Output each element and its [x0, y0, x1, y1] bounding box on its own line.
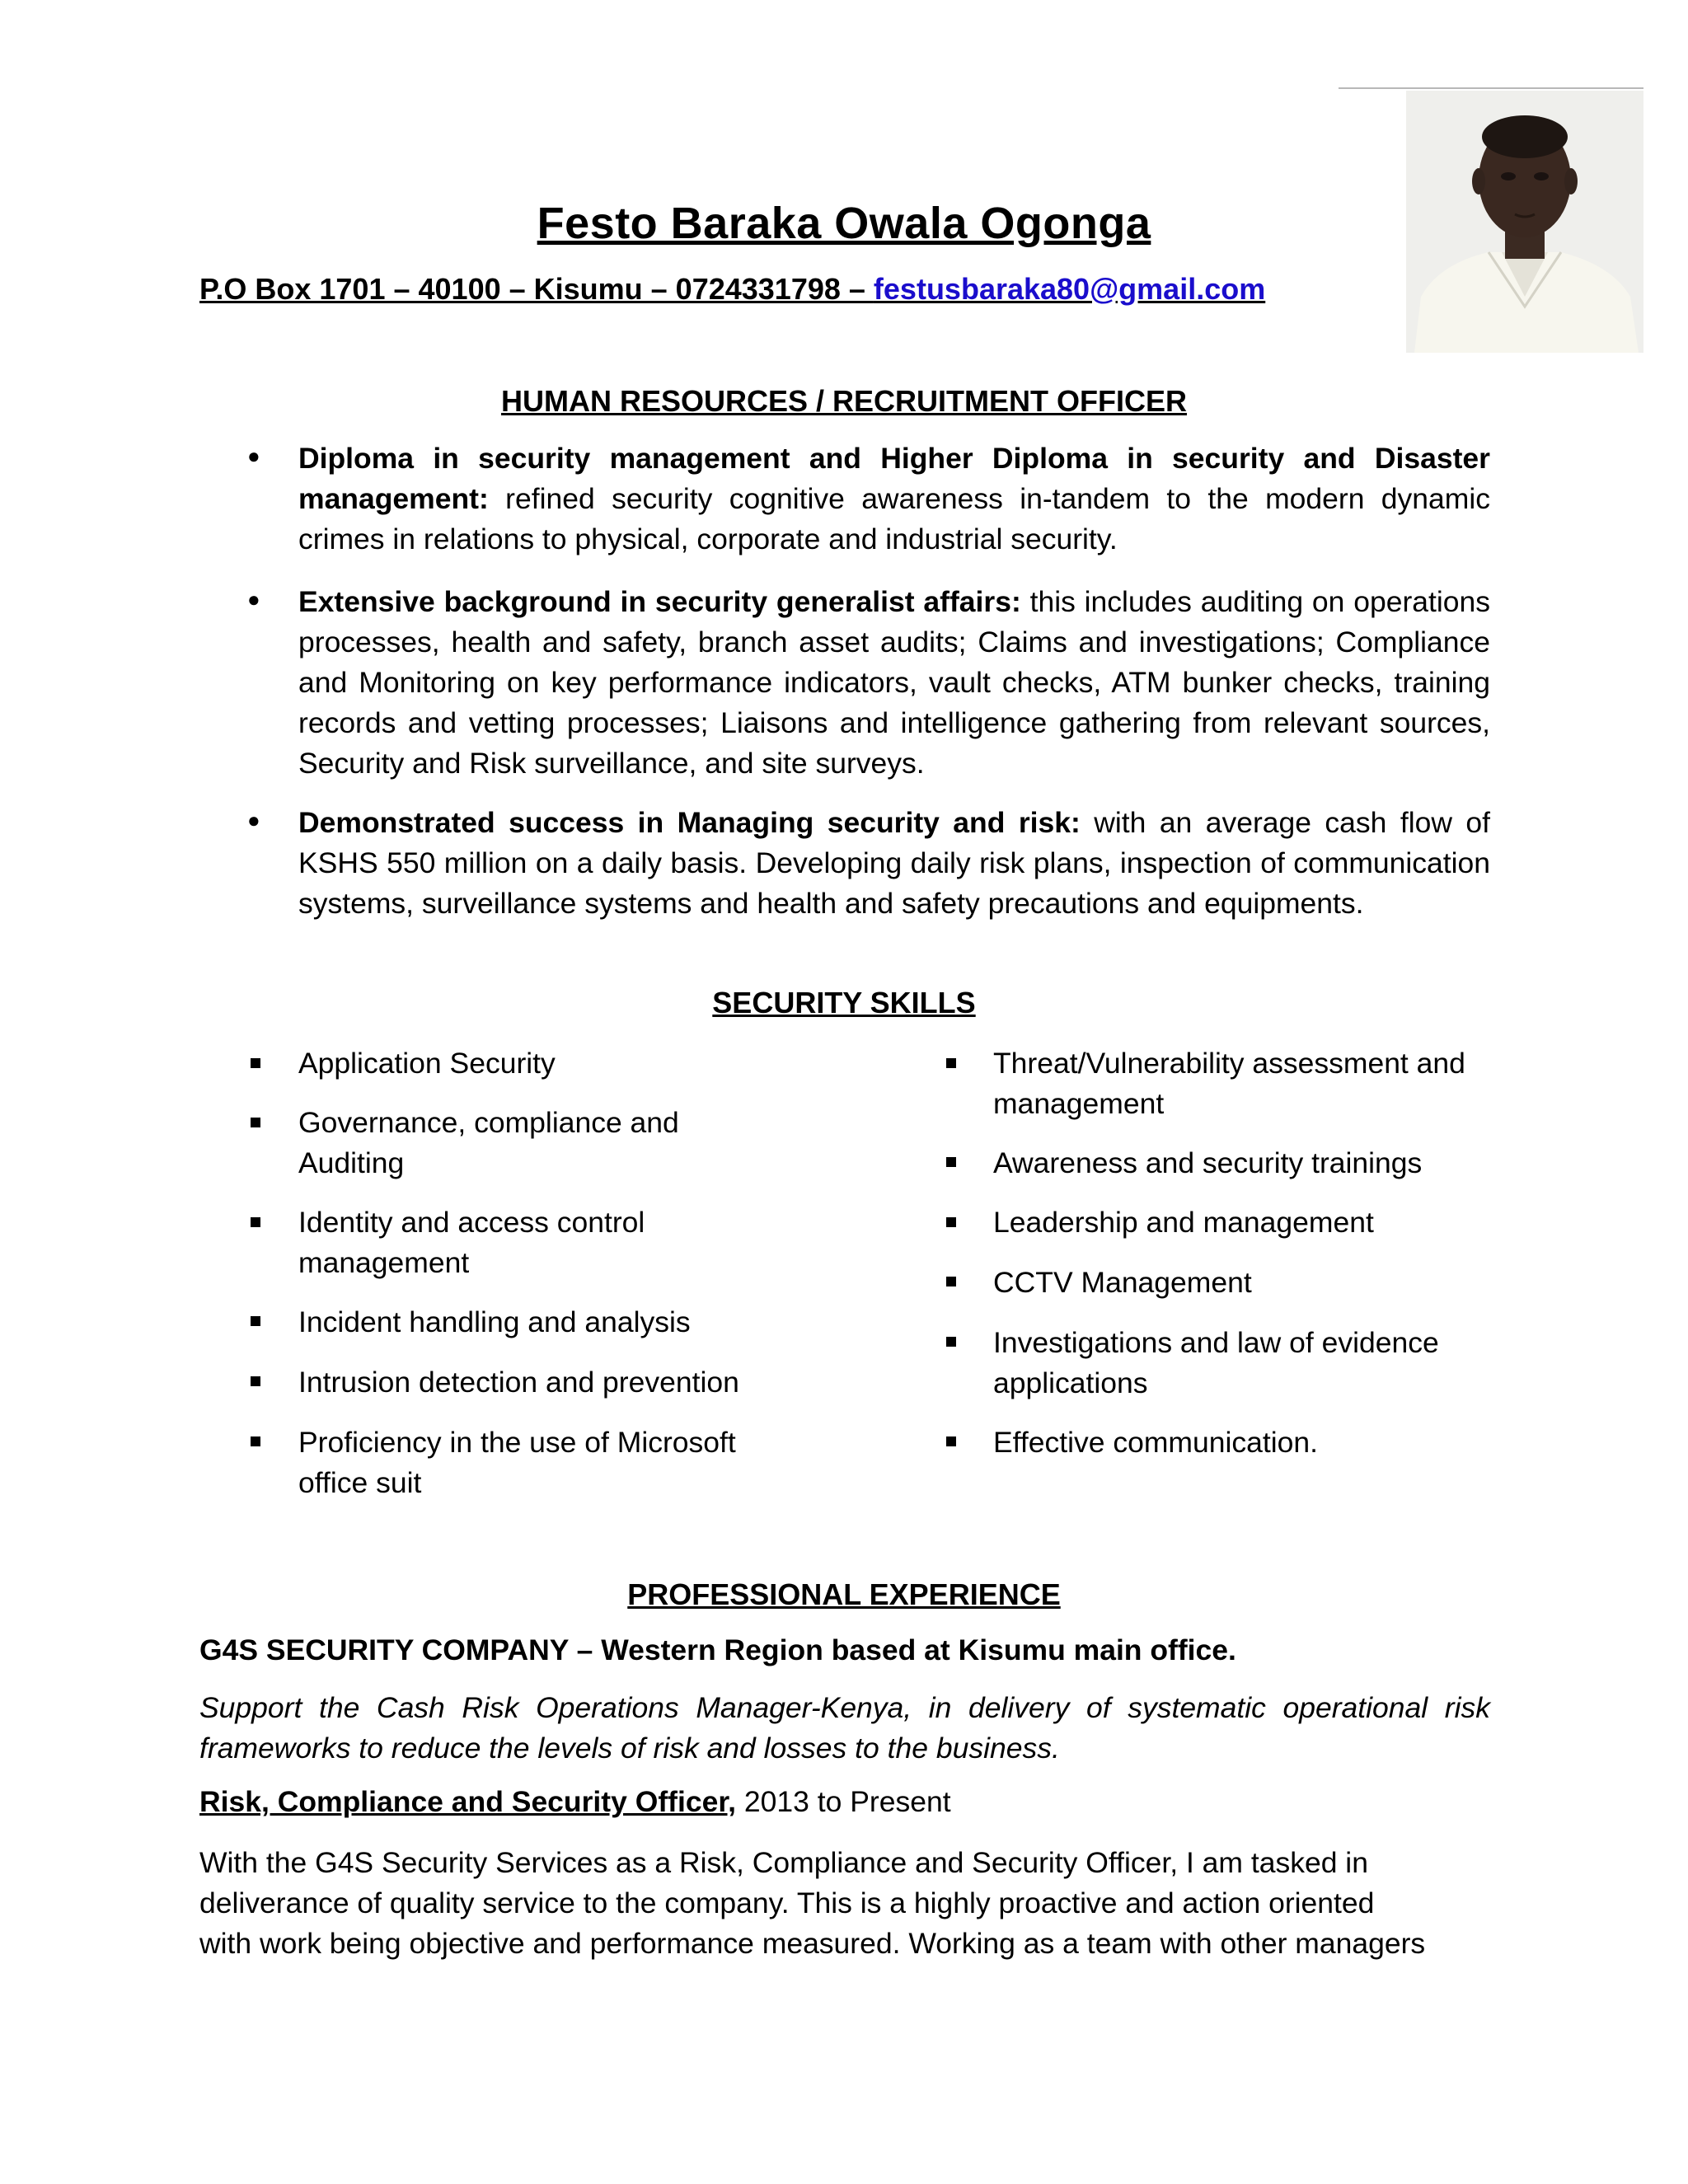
- square-bullet-icon: [946, 1058, 956, 1068]
- skill-item: Proficiency in the use of Microsoft office suit: [298, 1426, 736, 1499]
- square-bullet-icon: [946, 1157, 956, 1167]
- profile-heading: HUMAN RESOURCES / RECRUITMENT OFFICER: [500, 384, 1187, 418]
- profile-item-text: refined security cognitive awareness in-tandem to the modern dynamic crimes in relations to physical, corporate and industrial security.: [298, 482, 1490, 555]
- profile-item-lead: Extensive background in security generalist affairs:: [298, 585, 1021, 618]
- skills-heading: SECURITY SKILLS: [712, 986, 976, 1019]
- bullet-icon: ●: [247, 443, 260, 468]
- square-bullet-icon: [251, 1118, 260, 1127]
- company-name: G4S SECURITY COMPANY – Western Region based at Kisumu main office.: [199, 1633, 1236, 1666]
- role-title: Risk, Compliance and Security Officer,: [199, 1785, 737, 1818]
- photo-divider: [1339, 87, 1643, 89]
- candidate-name: Festo Baraka Owala Ogonga: [537, 199, 1151, 248]
- square-bullet-icon: [251, 1376, 260, 1386]
- role-line: [199, 1785, 951, 1819]
- skill-item: Threat/Vulnerability assessment and management: [993, 1047, 1465, 1120]
- description-line: with work being objective and performance measured. Working as a team with other managers: [199, 1927, 1426, 1960]
- skill-item: Intrusion detection and prevention: [298, 1366, 739, 1399]
- role-description: [199, 1843, 1518, 1964]
- role-period: 2013 to Present: [736, 1785, 951, 1818]
- skill-item: CCTV Management: [993, 1266, 1252, 1299]
- profile-item: [298, 803, 1490, 924]
- description-line: With the G4S Security Services as a Risk, Compliance and Security Officer, I am tasked in: [199, 1846, 1368, 1879]
- square-bullet-icon: [251, 1217, 260, 1227]
- square-bullet-icon: [946, 1436, 956, 1446]
- bullet-icon: ●: [247, 587, 260, 612]
- square-bullet-icon: [946, 1337, 956, 1347]
- email-link[interactable]: festusbaraka80@gmail.com: [873, 272, 1266, 306]
- skill-item: Incident handling and analysis: [298, 1305, 691, 1338]
- skill-item: Identity and access control management: [298, 1206, 645, 1279]
- skill-item: Investigations and law of evidence applications: [993, 1326, 1439, 1399]
- square-bullet-icon: [946, 1217, 956, 1227]
- skill-item: Awareness and security trainings: [993, 1146, 1423, 1179]
- bullet-icon: ●: [247, 808, 260, 832]
- profile-item: [298, 582, 1490, 784]
- description-line: deliverance of quality service to the company. This is a highly proactive and action oriented: [199, 1886, 1375, 1919]
- profile-item-text: this includes auditing on operations processes, health and safety, branch asset audits; Claims and investigations; Compliance and Monitoring on key performance indicators, vault checks, ATM bunker checks, training records and vetting processes; Liaisons and intelligence gathering from relevant sources, Security and Risk surveillance, and site surveys.: [298, 585, 1490, 780]
- profile-item-text: with an average cash flow of KSHS 550 million on a daily basis. Developing daily risk plans, inspection of communication systems, surveillance systems and health and safety precautions and equipments.: [298, 806, 1491, 920]
- square-bullet-icon: [251, 1436, 260, 1446]
- company-summary: Support the Cash Risk Operations Manager-Kenya, in delivery of systematic operational risk frameworks to reduce the levels of risk and losses to the business.: [199, 1691, 1490, 1765]
- experience-heading: PROFESSIONAL EXPERIENCE: [627, 1577, 1061, 1611]
- contact-details: P.O Box 1701 – 40100 – Kisumu – 0724331798 –: [199, 272, 874, 306]
- skill-item: Effective communication.: [993, 1426, 1318, 1459]
- skill-item: Application Security: [298, 1047, 556, 1080]
- profile-item-lead: Diploma in security management and Higher Diploma in security and Disaster management:: [298, 442, 1490, 515]
- profile-item-lead: Demonstrated success in Managing security and risk:: [298, 806, 1081, 839]
- square-bullet-icon: [251, 1058, 260, 1068]
- contact-line: [199, 272, 1265, 307]
- skill-item: Leadership and management: [993, 1206, 1374, 1239]
- skill-item: Governance, compliance and Auditing: [298, 1106, 679, 1179]
- square-bullet-icon: [946, 1277, 956, 1286]
- square-bullet-icon: [251, 1316, 260, 1326]
- profile-item: [298, 438, 1490, 560]
